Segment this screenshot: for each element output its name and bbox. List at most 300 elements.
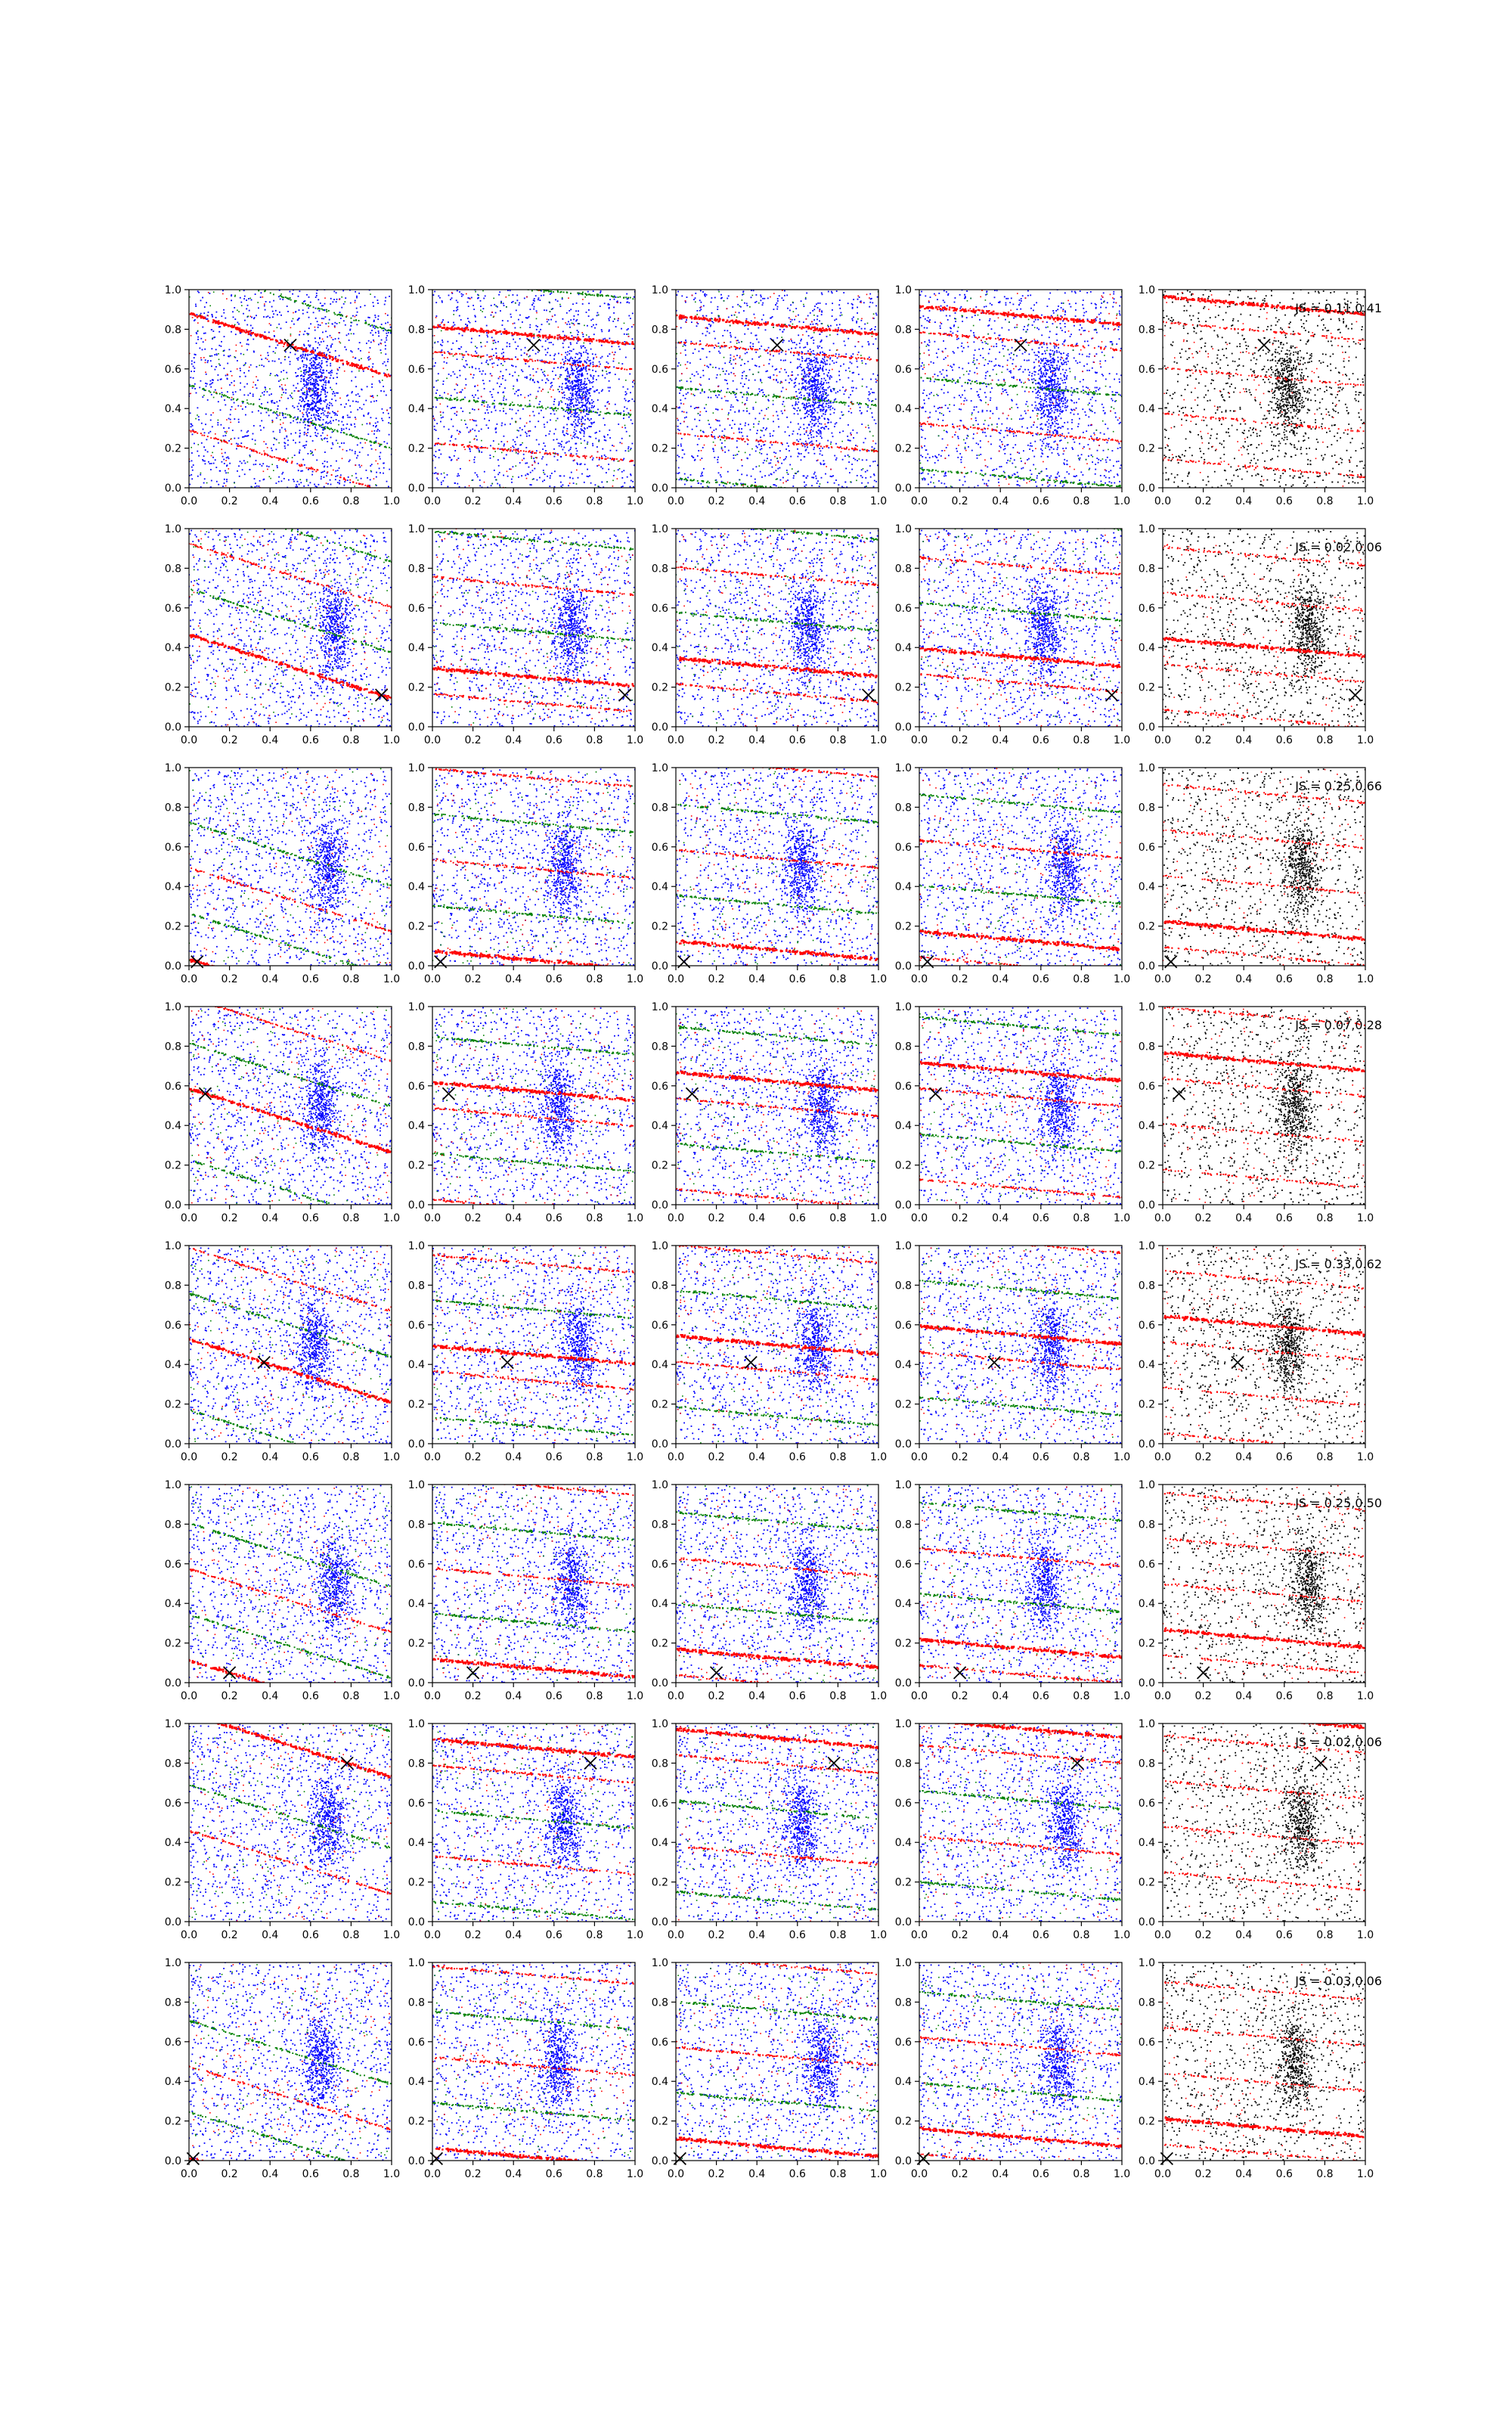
x-tick-label: 0.0 xyxy=(911,2168,928,2180)
y-ticks xyxy=(165,523,189,734)
y-tick-label: 0.8 xyxy=(652,324,668,336)
x-tick-label: 0.2 xyxy=(1194,1212,1211,1224)
x-tick-label: 0.4 xyxy=(992,2168,1009,2180)
y-tick-label: 0.6 xyxy=(1139,1081,1155,1093)
x-tick-label: 0.2 xyxy=(708,973,724,985)
y-tick-label: 0.4 xyxy=(895,403,912,415)
scatter-points xyxy=(188,1245,392,1446)
scatter-points xyxy=(432,1007,636,1208)
y-tick-label: 0.0 xyxy=(165,1677,181,1689)
y-tick-label: 0.8 xyxy=(895,1996,912,2009)
x-ticks xyxy=(424,1444,643,1463)
y-ticks xyxy=(408,1718,432,1928)
x-tick-label: 0.6 xyxy=(1276,973,1293,985)
axes-frame xyxy=(432,1246,635,1444)
y-ticks xyxy=(895,1718,919,1928)
scatter-points xyxy=(432,529,636,728)
y-tick-label: 0.2 xyxy=(165,1160,181,1172)
y-tick-label: 0.4 xyxy=(408,1837,425,1849)
x-tick-label: 0.2 xyxy=(221,1451,237,1463)
y-tick-label: 0.6 xyxy=(165,1559,181,1571)
y-tick-label: 0.2 xyxy=(408,1638,425,1650)
scatter-points xyxy=(675,1484,879,1685)
x-tick-label: 0.2 xyxy=(1194,495,1211,507)
x-ticks xyxy=(181,488,400,507)
y-tick-label: 0.4 xyxy=(1139,881,1155,893)
subplot-r2-c3 xyxy=(652,523,887,746)
y-tick-label: 0.8 xyxy=(1139,1758,1155,1770)
y-ticks xyxy=(165,1479,189,1689)
x-tick-label: 1.0 xyxy=(383,1929,400,1941)
y-ticks xyxy=(1139,1718,1163,1928)
x-tick-label: 1.0 xyxy=(870,1690,887,1702)
x-tick-label: 0.8 xyxy=(342,973,359,985)
x-tick-label: 0.6 xyxy=(546,1451,562,1463)
x-tick-label: 0.8 xyxy=(829,973,846,985)
marker-x xyxy=(954,1667,966,1679)
y-tick-label: 1.0 xyxy=(408,762,425,774)
x-tick-label: 0.0 xyxy=(911,495,928,507)
x-tick-label: 0.4 xyxy=(505,1451,522,1463)
x-tick-label: 0.8 xyxy=(342,1212,359,1224)
subplot-r7-c3 xyxy=(652,1718,887,1941)
x-tick-label: 0.2 xyxy=(951,2168,968,2180)
x-tick-label: 0.6 xyxy=(1033,1929,1049,1941)
x-tick-label: 0.4 xyxy=(1235,734,1252,746)
x-tick-label: 0.4 xyxy=(1235,2168,1252,2180)
axes-frame xyxy=(189,1962,392,2161)
x-tick-label: 0.0 xyxy=(1154,1690,1171,1702)
y-ticks xyxy=(165,1240,189,1450)
x-ticks xyxy=(911,1444,1130,1463)
x-tick-label: 0.8 xyxy=(1073,1212,1089,1224)
y-tick-label: 0.8 xyxy=(1139,802,1155,814)
js-label: JS = 0.07,0.28 xyxy=(1294,1018,1382,1032)
x-tick-label: 0.0 xyxy=(911,1929,928,1941)
x-tick-label: 0.8 xyxy=(342,1929,359,1941)
y-tick-label: 0.2 xyxy=(408,1160,425,1172)
y-ticks xyxy=(408,1001,432,1212)
x-tick-label: 0.2 xyxy=(951,1929,968,1941)
subplot-r1-c5 xyxy=(1139,284,1382,507)
x-tick-label: 0.2 xyxy=(464,1451,481,1463)
subplot-r1-c2 xyxy=(408,284,643,507)
x-tick-label: 1.0 xyxy=(870,973,887,985)
marker-x xyxy=(584,1757,596,1769)
y-tick-label: 0.6 xyxy=(408,1559,425,1571)
y-tick-label: 0.8 xyxy=(652,1758,668,1770)
axes-frame xyxy=(676,1485,878,1683)
x-tick-label: 1.0 xyxy=(383,734,400,746)
x-tick-label: 0.4 xyxy=(992,973,1009,985)
scatter-points xyxy=(675,526,879,728)
x-tick-label: 0.4 xyxy=(262,1929,278,1941)
x-tick-label: 0.0 xyxy=(181,1690,197,1702)
x-tick-label: 0.2 xyxy=(708,734,724,746)
y-tick-label: 0.4 xyxy=(408,642,425,654)
y-tick-label: 0.6 xyxy=(1139,1559,1155,1571)
y-ticks xyxy=(652,1957,676,2167)
y-tick-label: 0.6 xyxy=(408,2037,425,2049)
y-tick-label: 0.6 xyxy=(652,2037,668,2049)
x-tick-label: 0.6 xyxy=(789,2168,806,2180)
x-tick-label: 0.4 xyxy=(262,1451,278,1463)
y-tick-label: 0.6 xyxy=(652,1798,668,1810)
x-tick-label: 0.4 xyxy=(505,2168,522,2180)
y-tick-label: 0.6 xyxy=(652,842,668,854)
y-tick-label: 0.0 xyxy=(408,1438,425,1450)
y-tick-label: 0.8 xyxy=(1139,1280,1155,1292)
x-ticks xyxy=(1154,727,1374,746)
y-tick-label: 0.8 xyxy=(165,1996,181,2009)
y-tick-label: 0.0 xyxy=(165,1199,181,1212)
x-tick-label: 0.2 xyxy=(951,1690,968,1702)
x-tick-label: 1.0 xyxy=(627,1212,643,1224)
x-tick-label: 0.2 xyxy=(1194,1690,1211,1702)
y-tick-label: 0.6 xyxy=(1139,1798,1155,1810)
x-ticks xyxy=(424,1205,643,1224)
x-tick-label: 1.0 xyxy=(627,2168,643,2180)
y-tick-label: 0.2 xyxy=(408,2116,425,2128)
y-tick-label: 0.4 xyxy=(165,403,181,415)
y-tick-label: 0.8 xyxy=(895,1758,912,1770)
y-tick-label: 0.6 xyxy=(652,1081,668,1093)
subplot-r3-c5 xyxy=(1139,762,1382,985)
scatter-points xyxy=(188,287,392,490)
subplot-r3-c3 xyxy=(652,762,887,985)
x-tick-label: 0.2 xyxy=(1194,1929,1211,1941)
y-tick-label: 0.4 xyxy=(1139,2076,1155,2088)
y-tick-label: 0.0 xyxy=(408,1199,425,1212)
x-tick-label: 1.0 xyxy=(1114,1929,1130,1941)
y-tick-label: 0.0 xyxy=(895,2155,912,2167)
x-ticks xyxy=(424,727,643,746)
x-tick-label: 0.6 xyxy=(546,1929,562,1941)
x-tick-label: 0.4 xyxy=(505,1929,522,1941)
x-ticks xyxy=(181,1444,400,1463)
y-tick-label: 0.0 xyxy=(165,960,181,973)
marker-x xyxy=(619,689,631,701)
x-tick-label: 1.0 xyxy=(1114,1690,1130,1702)
x-tick-label: 1.0 xyxy=(383,1212,400,1224)
y-tick-label: 0.4 xyxy=(652,642,668,654)
marker-x xyxy=(771,339,783,351)
x-tick-label: 0.6 xyxy=(1033,1451,1049,1463)
y-ticks xyxy=(408,1479,432,1689)
x-tick-label: 0.4 xyxy=(748,1451,765,1463)
x-tick-label: 0.2 xyxy=(464,495,481,507)
x-tick-label: 0.2 xyxy=(221,734,237,746)
y-tick-label: 1.0 xyxy=(408,1479,425,1491)
y-tick-label: 0.8 xyxy=(408,324,425,336)
x-tick-label: 0.4 xyxy=(992,495,1009,507)
marker-x xyxy=(1315,1757,1327,1769)
x-tick-label: 0.6 xyxy=(789,734,806,746)
x-ticks xyxy=(668,1444,887,1463)
y-tick-label: 0.0 xyxy=(1139,1438,1155,1450)
scatter-points xyxy=(188,1720,392,1922)
y-tick-label: 1.0 xyxy=(165,762,181,774)
subplot-r5-c2 xyxy=(408,1240,643,1463)
x-tick-label: 0.2 xyxy=(1194,734,1211,746)
x-ticks xyxy=(911,2161,1130,2180)
y-tick-label: 0.4 xyxy=(652,403,668,415)
x-tick-label: 0.8 xyxy=(1073,1451,1089,1463)
y-tick-label: 0.0 xyxy=(165,1438,181,1450)
x-tick-label: 1.0 xyxy=(1357,1690,1374,1702)
x-tick-label: 0.8 xyxy=(586,2168,603,2180)
y-tick-label: 1.0 xyxy=(165,1479,181,1491)
y-tick-label: 0.4 xyxy=(165,1359,181,1371)
y-tick-label: 0.8 xyxy=(1139,563,1155,575)
y-ticks xyxy=(408,1240,432,1450)
y-tick-label: 0.2 xyxy=(1139,682,1155,694)
x-tick-label: 0.6 xyxy=(546,973,562,985)
y-tick-label: 0.4 xyxy=(1139,1598,1155,1610)
y-tick-label: 0.8 xyxy=(165,1519,181,1531)
subplot-r3-c4 xyxy=(895,762,1130,985)
y-tick-label: 0.8 xyxy=(165,1280,181,1292)
y-ticks xyxy=(652,1240,676,1450)
js-label: JS = 0.25,0.50 xyxy=(1294,1496,1382,1510)
x-tick-label: 0.8 xyxy=(1316,495,1333,507)
y-ticks xyxy=(895,1479,919,1689)
marker-x xyxy=(1106,689,1118,701)
x-tick-label: 1.0 xyxy=(1357,734,1374,746)
y-tick-label: 1.0 xyxy=(1139,762,1155,774)
y-tick-label: 0.4 xyxy=(652,881,668,893)
x-tick-label: 0.6 xyxy=(546,734,562,746)
marker-x xyxy=(1258,339,1270,351)
subplot-r8-c5 xyxy=(1139,1957,1382,2180)
x-tick-label: 0.6 xyxy=(789,1690,806,1702)
y-tick-label: 0.2 xyxy=(1139,1877,1155,1889)
x-tick-label: 0.0 xyxy=(911,1212,928,1224)
x-tick-label: 0.4 xyxy=(992,1690,1009,1702)
y-tick-label: 0.0 xyxy=(165,1916,181,1928)
x-tick-label: 0.2 xyxy=(1194,973,1211,985)
x-ticks xyxy=(181,2161,400,2180)
y-tick-label: 1.0 xyxy=(1139,1718,1155,1730)
x-tick-label: 0.8 xyxy=(342,495,359,507)
y-tick-label: 0.0 xyxy=(1139,1677,1155,1689)
x-tick-label: 0.4 xyxy=(262,1690,278,1702)
y-ticks xyxy=(408,284,432,495)
y-tick-label: 0.6 xyxy=(165,842,181,854)
x-ticks xyxy=(668,1683,887,1702)
x-tick-label: 0.6 xyxy=(1276,1690,1293,1702)
x-tick-label: 0.4 xyxy=(505,495,522,507)
scatter-points xyxy=(675,1723,879,1922)
x-tick-label: 0.6 xyxy=(302,734,319,746)
y-ticks xyxy=(165,762,189,973)
x-tick-label: 0.4 xyxy=(1235,495,1252,507)
y-ticks xyxy=(895,284,919,495)
x-tick-label: 0.2 xyxy=(464,1929,481,1941)
y-tick-label: 0.4 xyxy=(408,2076,425,2088)
y-tick-label: 0.4 xyxy=(408,1120,425,1132)
x-tick-label: 0.8 xyxy=(586,1451,603,1463)
axes-frame xyxy=(189,1485,392,1683)
axes-frame xyxy=(432,1962,635,2161)
marker-x xyxy=(988,1357,1000,1369)
x-tick-label: 1.0 xyxy=(870,495,887,507)
y-tick-label: 0.2 xyxy=(408,682,425,694)
js-label: JS = 0.11,0.41 xyxy=(1294,301,1382,315)
axes-frame xyxy=(1163,1723,1365,1922)
subplot-r4-c2 xyxy=(408,1001,643,1224)
y-tick-label: 0.2 xyxy=(652,682,668,694)
x-tick-label: 0.4 xyxy=(1235,1690,1252,1702)
scatter-points xyxy=(1162,1485,1366,1683)
x-tick-label: 0.4 xyxy=(262,495,278,507)
y-tick-label: 0.6 xyxy=(165,1798,181,1810)
y-tick-label: 0.4 xyxy=(1139,642,1155,654)
y-tick-label: 1.0 xyxy=(1139,1240,1155,1252)
x-tick-label: 0.2 xyxy=(464,1690,481,1702)
x-tick-label: 0.8 xyxy=(1316,1451,1333,1463)
scatter-points xyxy=(919,1962,1122,2163)
x-tick-label: 1.0 xyxy=(383,1690,400,1702)
y-tick-label: 0.8 xyxy=(652,1519,668,1531)
y-tick-label: 0.6 xyxy=(652,364,668,376)
scatter-points xyxy=(188,1484,392,1685)
scatter-points xyxy=(188,768,392,969)
y-tick-label: 1.0 xyxy=(895,1479,912,1491)
x-tick-label: 1.0 xyxy=(627,1929,643,1941)
x-ticks xyxy=(911,1922,1130,1941)
x-tick-label: 0.8 xyxy=(1316,2168,1333,2180)
x-tick-label: 0.4 xyxy=(748,1690,765,1702)
x-tick-label: 0.0 xyxy=(668,1690,684,1702)
x-tick-label: 1.0 xyxy=(627,1451,643,1463)
x-ticks xyxy=(668,1205,887,1224)
y-tick-label: 0.8 xyxy=(408,802,425,814)
y-tick-label: 0.6 xyxy=(1139,2037,1155,2049)
js-label: JS = 0.25,0.66 xyxy=(1294,779,1382,793)
y-tick-label: 0.6 xyxy=(652,1320,668,1332)
x-tick-label: 0.2 xyxy=(708,495,724,507)
x-tick-label: 0.8 xyxy=(586,1690,603,1702)
y-tick-label: 0.6 xyxy=(408,1081,425,1093)
subplot-r5-c4 xyxy=(895,1240,1130,1463)
x-tick-label: 0.0 xyxy=(1154,1929,1171,1941)
x-ticks xyxy=(181,1922,400,1941)
x-tick-label: 0.6 xyxy=(1276,1929,1293,1941)
y-tick-label: 0.6 xyxy=(895,603,912,615)
y-tick-label: 0.8 xyxy=(1139,1041,1155,1053)
x-tick-label: 1.0 xyxy=(1357,1212,1374,1224)
x-tick-label: 0.2 xyxy=(221,973,237,985)
axes-frame xyxy=(1163,1962,1365,2161)
x-tick-label: 0.6 xyxy=(789,1929,806,1941)
y-tick-label: 0.0 xyxy=(895,1916,912,1928)
x-tick-label: 0.0 xyxy=(424,1929,441,1941)
y-tick-label: 1.0 xyxy=(652,762,668,774)
y-tick-label: 1.0 xyxy=(165,523,181,535)
x-tick-label: 0.8 xyxy=(1316,973,1333,985)
marker-x xyxy=(528,339,540,351)
y-tick-label: 1.0 xyxy=(408,1001,425,1013)
subplot-r6-c2 xyxy=(408,1479,643,1702)
x-ticks xyxy=(424,488,643,507)
x-tick-label: 1.0 xyxy=(1114,973,1130,985)
scatter-points xyxy=(919,1243,1123,1444)
y-tick-label: 1.0 xyxy=(895,1001,912,1013)
x-tick-label: 0.4 xyxy=(748,495,765,507)
y-tick-label: 0.8 xyxy=(652,1996,668,2009)
y-tick-label: 0.8 xyxy=(1139,324,1155,336)
subplot-r2-c2 xyxy=(408,523,643,746)
x-tick-label: 0.4 xyxy=(748,1929,765,1941)
y-tick-label: 0.8 xyxy=(652,802,668,814)
y-tick-label: 0.8 xyxy=(408,1758,425,1770)
x-tick-label: 0.0 xyxy=(668,495,684,507)
x-tick-label: 0.8 xyxy=(829,1451,846,1463)
x-tick-label: 0.4 xyxy=(505,1212,522,1224)
js-label: JS = 0.03,0.06 xyxy=(1294,1974,1382,1988)
y-ticks xyxy=(895,1240,919,1450)
y-tick-label: 1.0 xyxy=(1139,1001,1155,1013)
x-tick-label: 0.8 xyxy=(342,2168,359,2180)
subplot-r1-c1 xyxy=(165,284,400,507)
x-tick-label: 1.0 xyxy=(627,973,643,985)
y-tick-label: 0.2 xyxy=(895,682,912,694)
x-ticks xyxy=(424,1922,643,1941)
y-tick-label: 1.0 xyxy=(652,1479,668,1491)
x-tick-label: 0.0 xyxy=(1154,973,1171,985)
scatter-points xyxy=(432,767,636,968)
y-tick-label: 0.6 xyxy=(408,1798,425,1810)
y-tick-label: 0.2 xyxy=(895,1160,912,1172)
y-tick-label: 0.2 xyxy=(408,1877,425,1889)
subplot-r8-c4 xyxy=(895,1957,1130,2180)
marker-x xyxy=(711,1667,723,1679)
y-tick-label: 0.8 xyxy=(1139,1519,1155,1531)
subplot-r1-c3 xyxy=(652,284,887,507)
y-tick-label: 0.8 xyxy=(408,563,425,575)
y-tick-label: 0.4 xyxy=(895,1359,912,1371)
y-tick-label: 0.2 xyxy=(1139,921,1155,933)
x-tick-label: 1.0 xyxy=(1114,1212,1130,1224)
x-tick-label: 0.4 xyxy=(505,734,522,746)
scatter-points xyxy=(432,1482,636,1683)
y-tick-label: 1.0 xyxy=(408,1718,425,1730)
x-tick-label: 0.0 xyxy=(911,734,928,746)
y-ticks xyxy=(1139,1240,1163,1450)
x-tick-label: 0.0 xyxy=(1154,1212,1171,1224)
x-tick-label: 1.0 xyxy=(1357,2168,1374,2180)
subplot-r7-c1 xyxy=(165,1718,400,1941)
x-tick-label: 0.8 xyxy=(342,734,359,746)
y-tick-label: 0.8 xyxy=(895,563,912,575)
y-ticks xyxy=(1139,284,1163,495)
y-tick-label: 0.8 xyxy=(165,1758,181,1770)
x-tick-label: 0.0 xyxy=(424,1690,441,1702)
y-tick-label: 0.6 xyxy=(165,603,181,615)
x-tick-label: 0.4 xyxy=(748,2168,765,2180)
y-tick-label: 0.2 xyxy=(1139,443,1155,455)
scatter-points xyxy=(188,1962,392,2164)
y-tick-label: 0.6 xyxy=(408,364,425,376)
y-ticks xyxy=(652,1001,676,1212)
x-tick-label: 1.0 xyxy=(870,1451,887,1463)
y-ticks xyxy=(652,762,676,973)
x-tick-label: 0.2 xyxy=(951,734,968,746)
x-tick-label: 0.6 xyxy=(789,495,806,507)
y-tick-label: 0.6 xyxy=(408,603,425,615)
y-tick-label: 0.4 xyxy=(652,2076,668,2088)
